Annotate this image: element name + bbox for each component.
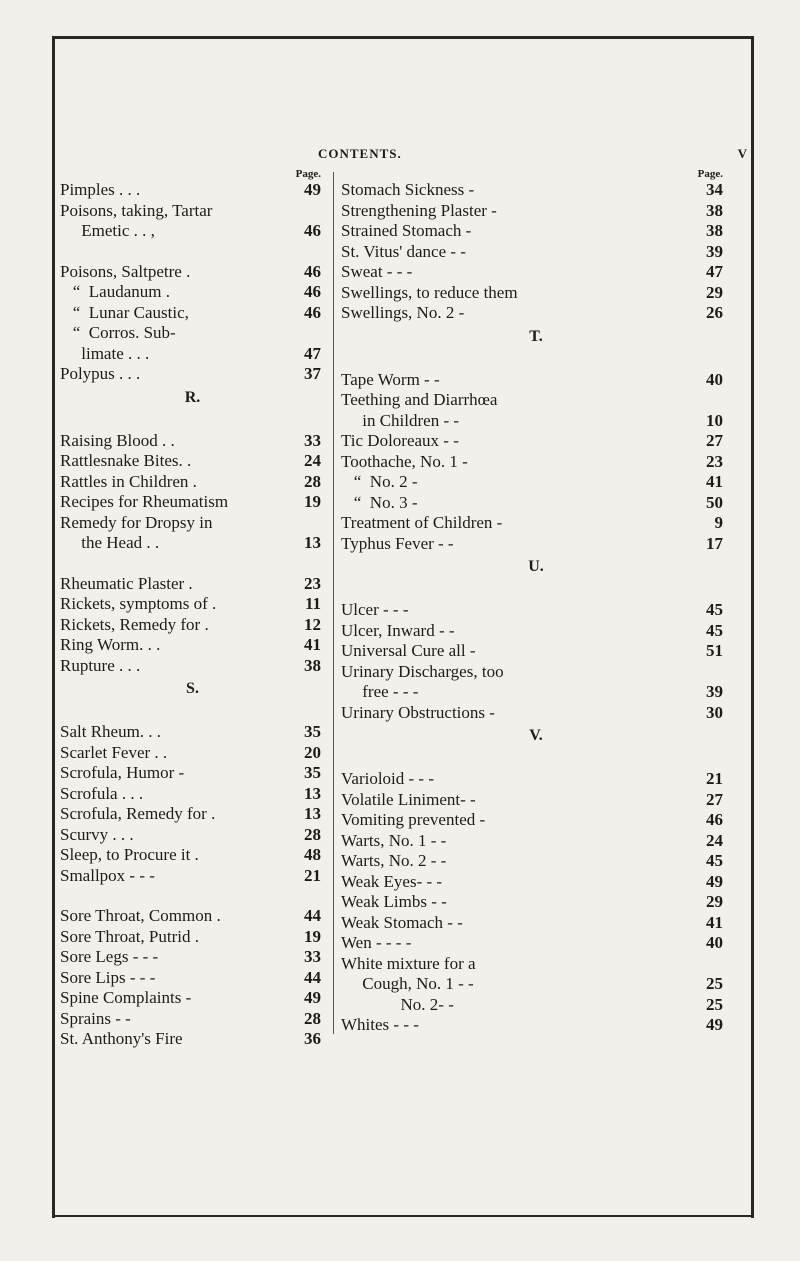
entry-topic: Poisons, taking, Tartar <box>60 200 213 220</box>
entry-page-number: 23 <box>706 451 723 471</box>
entry-topic: Polypus . . . <box>60 364 141 383</box>
entry-topic: Raising Blood . . <box>60 430 175 450</box>
entry-page-number: 46 <box>304 221 321 240</box>
entry-topic: Recipes for Rheumatism <box>60 492 229 511</box>
section-letter: R. <box>184 388 201 406</box>
index-entry <box>60 282 325 303</box>
index-entry <box>341 892 731 913</box>
index-entry <box>341 851 731 872</box>
page-header <box>60 140 750 162</box>
index-entry <box>341 534 731 555</box>
index-entry <box>60 1029 325 1050</box>
entry-page-number: 29 <box>706 892 723 911</box>
entry-page-number: 41 <box>706 472 723 491</box>
entry-topic: Sore Lips - - - <box>60 967 156 987</box>
entry-page-number: 33 <box>304 430 321 450</box>
section-letter: S. <box>186 680 199 697</box>
index-entry <box>60 804 325 825</box>
entry-topic: Ulcer - - - <box>341 600 409 619</box>
entry-topic: Sprains - - <box>60 1008 131 1028</box>
entry-topic: Spine Complaints - <box>60 988 192 1007</box>
index-entry <box>60 201 325 222</box>
entry-page-number: 13 <box>304 804 321 823</box>
entry-page-number: 46 <box>706 810 723 829</box>
index-entry <box>60 221 325 242</box>
index-entry <box>341 769 731 790</box>
group-gap <box>60 886 325 906</box>
index-entry <box>60 533 325 554</box>
entry-topic: Volatile Liniment- - <box>341 789 476 809</box>
index-entry <box>60 635 325 656</box>
entry-page-number: 27 <box>706 789 723 809</box>
index-entry <box>60 763 325 784</box>
entry-page-number: 47 <box>304 343 321 363</box>
entry-page-number: 25 <box>706 974 723 993</box>
entry-page-number: 39 <box>706 241 723 261</box>
right-column <box>341 168 731 1036</box>
entry-page-number: 39 <box>706 682 723 701</box>
entry-topic: Emetic . . , <box>60 221 155 240</box>
index-entry <box>60 947 325 968</box>
entry-topic: Warts, No. 2 - - <box>341 851 447 870</box>
index-entry <box>341 600 731 621</box>
index-entry <box>341 390 731 411</box>
index-entry <box>60 262 325 283</box>
index-entry <box>341 180 731 201</box>
entry-topic: Cough, No. 1 - - <box>341 974 474 993</box>
entry-page-number: 21 <box>304 865 321 885</box>
entry-page-number: 30 <box>706 702 723 722</box>
entry-topic: Rupture . . . <box>60 655 141 675</box>
entry-page-number: 20 <box>304 742 321 762</box>
entry-page-number: 24 <box>706 830 723 850</box>
index-entry <box>60 1009 325 1030</box>
index-entry <box>341 831 731 852</box>
entry-page-number: 24 <box>304 451 321 470</box>
entry-topic: St. Anthony's Fire <box>60 1029 183 1048</box>
entry-topic: “ No. 3 - <box>341 492 418 512</box>
letter-gap <box>341 580 731 600</box>
entry-topic: Stomach Sickness - <box>341 180 475 199</box>
entry-topic: Smallpox - - - <box>60 865 155 885</box>
entry-topic: Remedy for Dropsy in <box>60 512 213 532</box>
entry-topic: limate . . . <box>60 343 150 363</box>
entry-page-number: 45 <box>706 600 723 619</box>
letter-gap <box>60 411 325 431</box>
entry-topic: Tape Worm - - <box>341 369 440 389</box>
entry-topic: Swellings, to reduce them <box>341 282 518 302</box>
entry-topic: Varioloid - - - <box>341 769 435 788</box>
entry-topic: Scrofula . . . <box>60 783 144 803</box>
entry-topic: Swellings, No. 2 - <box>341 303 465 322</box>
index-entry <box>60 656 325 677</box>
section-letter: T. <box>529 327 543 345</box>
index-entry <box>341 262 731 283</box>
page-edge-right <box>751 36 754 1218</box>
index-entry <box>60 513 325 534</box>
index-entry <box>341 810 731 831</box>
index-entry <box>60 743 325 764</box>
index-entry <box>341 370 731 391</box>
entry-topic: Scurvy . . . <box>60 824 134 844</box>
entry-page-number: 35 <box>304 763 321 782</box>
index-entry <box>341 954 731 975</box>
entry-topic: Rickets, symptoms of . <box>60 594 217 613</box>
entry-topic: Ring Worm. . . <box>60 635 161 654</box>
entry-page-number: 49 <box>706 871 723 891</box>
entry-page-number: 38 <box>706 200 723 220</box>
entry-topic: “ Laudanum . <box>60 282 170 301</box>
index-entry <box>341 641 731 662</box>
index-entry <box>341 283 731 304</box>
entry-page-number: 36 <box>304 1029 321 1048</box>
letter-gap <box>341 350 731 370</box>
entry-page-number: 33 <box>304 947 321 966</box>
index-entry <box>341 242 731 263</box>
entry-page-number: 23 <box>304 573 321 593</box>
index-entry <box>60 784 325 805</box>
entry-topic: Pimples . . . <box>60 180 141 199</box>
page-column-heading: Page. <box>697 168 723 180</box>
entry-page-number: 12 <box>304 614 321 634</box>
entry-page-number: 44 <box>304 967 321 987</box>
entry-page-number: 44 <box>304 906 321 925</box>
entry-topic: Whites - - - <box>341 1015 419 1034</box>
entry-topic: Scrofula, Humor - <box>60 763 185 782</box>
index-entry <box>341 452 731 473</box>
index-entry <box>341 995 731 1016</box>
entry-topic: Weak Stomach - - <box>341 912 463 932</box>
entry-topic: Vomiting prevented - <box>341 810 486 829</box>
entry-topic: Strengthening Plaster - <box>341 200 497 220</box>
page-title: CONTENTS. <box>318 146 402 161</box>
entry-topic: Sweat - - - <box>341 262 413 281</box>
entry-page-number: 46 <box>304 282 321 301</box>
section-letter: U. <box>528 558 544 575</box>
entry-topic: Salt Rheum. . . <box>60 722 162 741</box>
entry-page-number: 11 <box>304 594 321 613</box>
entry-page-number: 45 <box>706 620 723 640</box>
entry-page-number: 25 <box>706 994 723 1014</box>
index-entry <box>60 180 325 201</box>
entry-page-number: 40 <box>706 369 723 389</box>
entry-topic: the Head . . <box>60 533 160 552</box>
entry-topic: Weak Eyes- - - <box>341 871 443 891</box>
entry-page-number: 28 <box>304 1008 321 1028</box>
entry-topic: No. 2- - <box>341 994 454 1014</box>
index-entry <box>341 913 731 934</box>
page-folio: V <box>737 146 748 161</box>
index-entry <box>60 906 325 927</box>
index-entry <box>341 201 731 222</box>
index-entry <box>60 364 325 385</box>
letter-gap <box>341 749 731 769</box>
page-edge-top <box>52 36 754 39</box>
index-entry <box>60 866 325 887</box>
index-entry <box>60 594 325 615</box>
entry-page-number: 17 <box>706 533 723 553</box>
entry-page-number: 21 <box>706 769 723 788</box>
index-entry <box>341 703 731 724</box>
entry-topic: Poisons, Saltpetre . <box>60 261 191 281</box>
group-gap <box>60 554 325 574</box>
index-entry <box>341 974 731 995</box>
entry-page-number: 47 <box>706 262 723 281</box>
index-entry <box>341 472 731 493</box>
entry-page-number: 13 <box>304 533 321 552</box>
index-entry <box>60 615 325 636</box>
index-entry <box>341 221 731 242</box>
entry-topic: Typhus Fever - - <box>341 533 454 553</box>
index-entry <box>341 790 731 811</box>
entry-topic: White mixture for a <box>341 953 476 973</box>
index-entry <box>341 682 731 703</box>
index-entry <box>341 933 731 954</box>
entry-topic: “ Lunar Caustic, <box>60 302 189 322</box>
entry-topic: Sore Throat, Putrid . <box>60 926 199 946</box>
index-entry <box>341 303 731 324</box>
entry-page-number: 19 <box>304 926 321 946</box>
index-entry <box>60 323 325 344</box>
entry-page-number: 41 <box>706 912 723 932</box>
entry-topic: Toothache, No. 1 - <box>341 451 468 471</box>
entry-topic: Rattles in Children . <box>60 471 197 491</box>
entry-topic: “ No. 2 - <box>341 472 418 491</box>
index-entry <box>341 621 731 642</box>
entry-topic: Weak Limbs - - <box>341 892 447 911</box>
entry-page-number: 13 <box>304 783 321 803</box>
index-entry <box>60 492 325 513</box>
index-entry <box>60 988 325 1009</box>
entry-page-number: 35 <box>304 722 321 741</box>
entry-topic: Ulcer, Inward - - <box>341 620 455 640</box>
entry-topic: Wen - - - - <box>341 933 412 952</box>
entry-page-number: 27 <box>706 431 723 450</box>
entry-topic: Universal Cure all - <box>341 641 476 660</box>
index-entry <box>60 722 325 743</box>
entry-page-number: 37 <box>304 364 321 383</box>
entry-topic: Rheumatic Plaster . <box>60 573 193 593</box>
entry-topic: Sore Legs - - - <box>60 947 159 966</box>
index-entry <box>341 513 731 534</box>
entry-page-number: 49 <box>304 988 321 1007</box>
index-entry <box>60 845 325 866</box>
page-edge-bottom <box>52 1215 754 1217</box>
entry-page-number: 46 <box>304 302 321 322</box>
entry-page-number: 19 <box>304 492 321 511</box>
index-entry <box>341 431 731 452</box>
page-edge-left <box>52 36 55 1218</box>
index-entry <box>60 825 325 846</box>
letter-gap <box>60 702 325 722</box>
entry-topic: in Children - - <box>341 410 460 430</box>
index-entry <box>60 927 325 948</box>
index-entry <box>341 662 731 683</box>
entry-page-number: 51 <box>706 641 723 660</box>
group-gap <box>60 242 325 262</box>
left-column <box>60 168 325 1050</box>
entry-topic: Sleep, to Procure it . <box>60 845 199 864</box>
entry-page-number: 28 <box>304 471 321 491</box>
entry-page-number: 49 <box>706 1015 723 1034</box>
entry-page-number: 29 <box>706 282 723 302</box>
index-entry <box>60 451 325 472</box>
entry-page-number: 28 <box>304 824 321 844</box>
entry-page-number: 41 <box>304 635 321 654</box>
entry-topic: “ Corros. Sub- <box>60 323 176 342</box>
entry-page-number: 38 <box>304 655 321 675</box>
index-entry <box>60 472 325 493</box>
entry-topic: Rattlesnake Bites. . <box>60 451 192 470</box>
entry-page-number: 26 <box>706 303 723 322</box>
index-entry <box>341 411 731 432</box>
page-column-heading: Page. <box>295 168 321 180</box>
entry-topic: Tic Doloreaux - - <box>341 431 459 450</box>
entry-page-number: 46 <box>304 261 321 281</box>
index-entry <box>341 1015 731 1036</box>
entry-page-number: 9 <box>714 513 723 532</box>
entry-topic: Scrofula, Remedy for . <box>60 804 216 823</box>
entry-topic: Scarlet Fever . . <box>60 742 168 762</box>
entry-page-number: 40 <box>706 933 723 952</box>
entry-topic: Sore Throat, Common . <box>60 906 221 925</box>
entry-topic: Strained Stomach - <box>341 221 472 240</box>
index-entry <box>60 968 325 989</box>
entry-page-number: 34 <box>706 180 723 199</box>
index-entry <box>60 574 325 595</box>
index-entry <box>341 493 731 514</box>
entry-topic: Warts, No. 1 - - <box>341 830 447 850</box>
index-entry <box>60 344 325 365</box>
entry-page-number: 49 <box>304 180 321 199</box>
entry-page-number: 45 <box>706 851 723 870</box>
contents-page <box>60 140 750 1048</box>
entry-topic: Teething and Diarrhœa <box>341 390 498 409</box>
entry-topic: Rickets, Remedy for . <box>60 614 209 634</box>
entry-topic: free - - - <box>341 682 419 701</box>
index-entry <box>60 303 325 324</box>
entry-topic: Urinary Discharges, too <box>341 661 504 681</box>
section-letter: V. <box>529 727 543 744</box>
entry-page-number: 38 <box>706 221 723 240</box>
entry-page-number: 50 <box>706 492 723 512</box>
entry-page-number: 48 <box>304 845 321 864</box>
entry-topic: Treatment of Children - <box>341 513 503 532</box>
column-divider <box>333 172 334 1034</box>
index-entry <box>341 872 731 893</box>
entry-page-number: 10 <box>706 410 723 430</box>
index-entry <box>60 431 325 452</box>
entry-topic: St. Vitus' dance - - <box>341 241 466 261</box>
entry-topic: Urinary Obstructions - <box>341 702 495 722</box>
